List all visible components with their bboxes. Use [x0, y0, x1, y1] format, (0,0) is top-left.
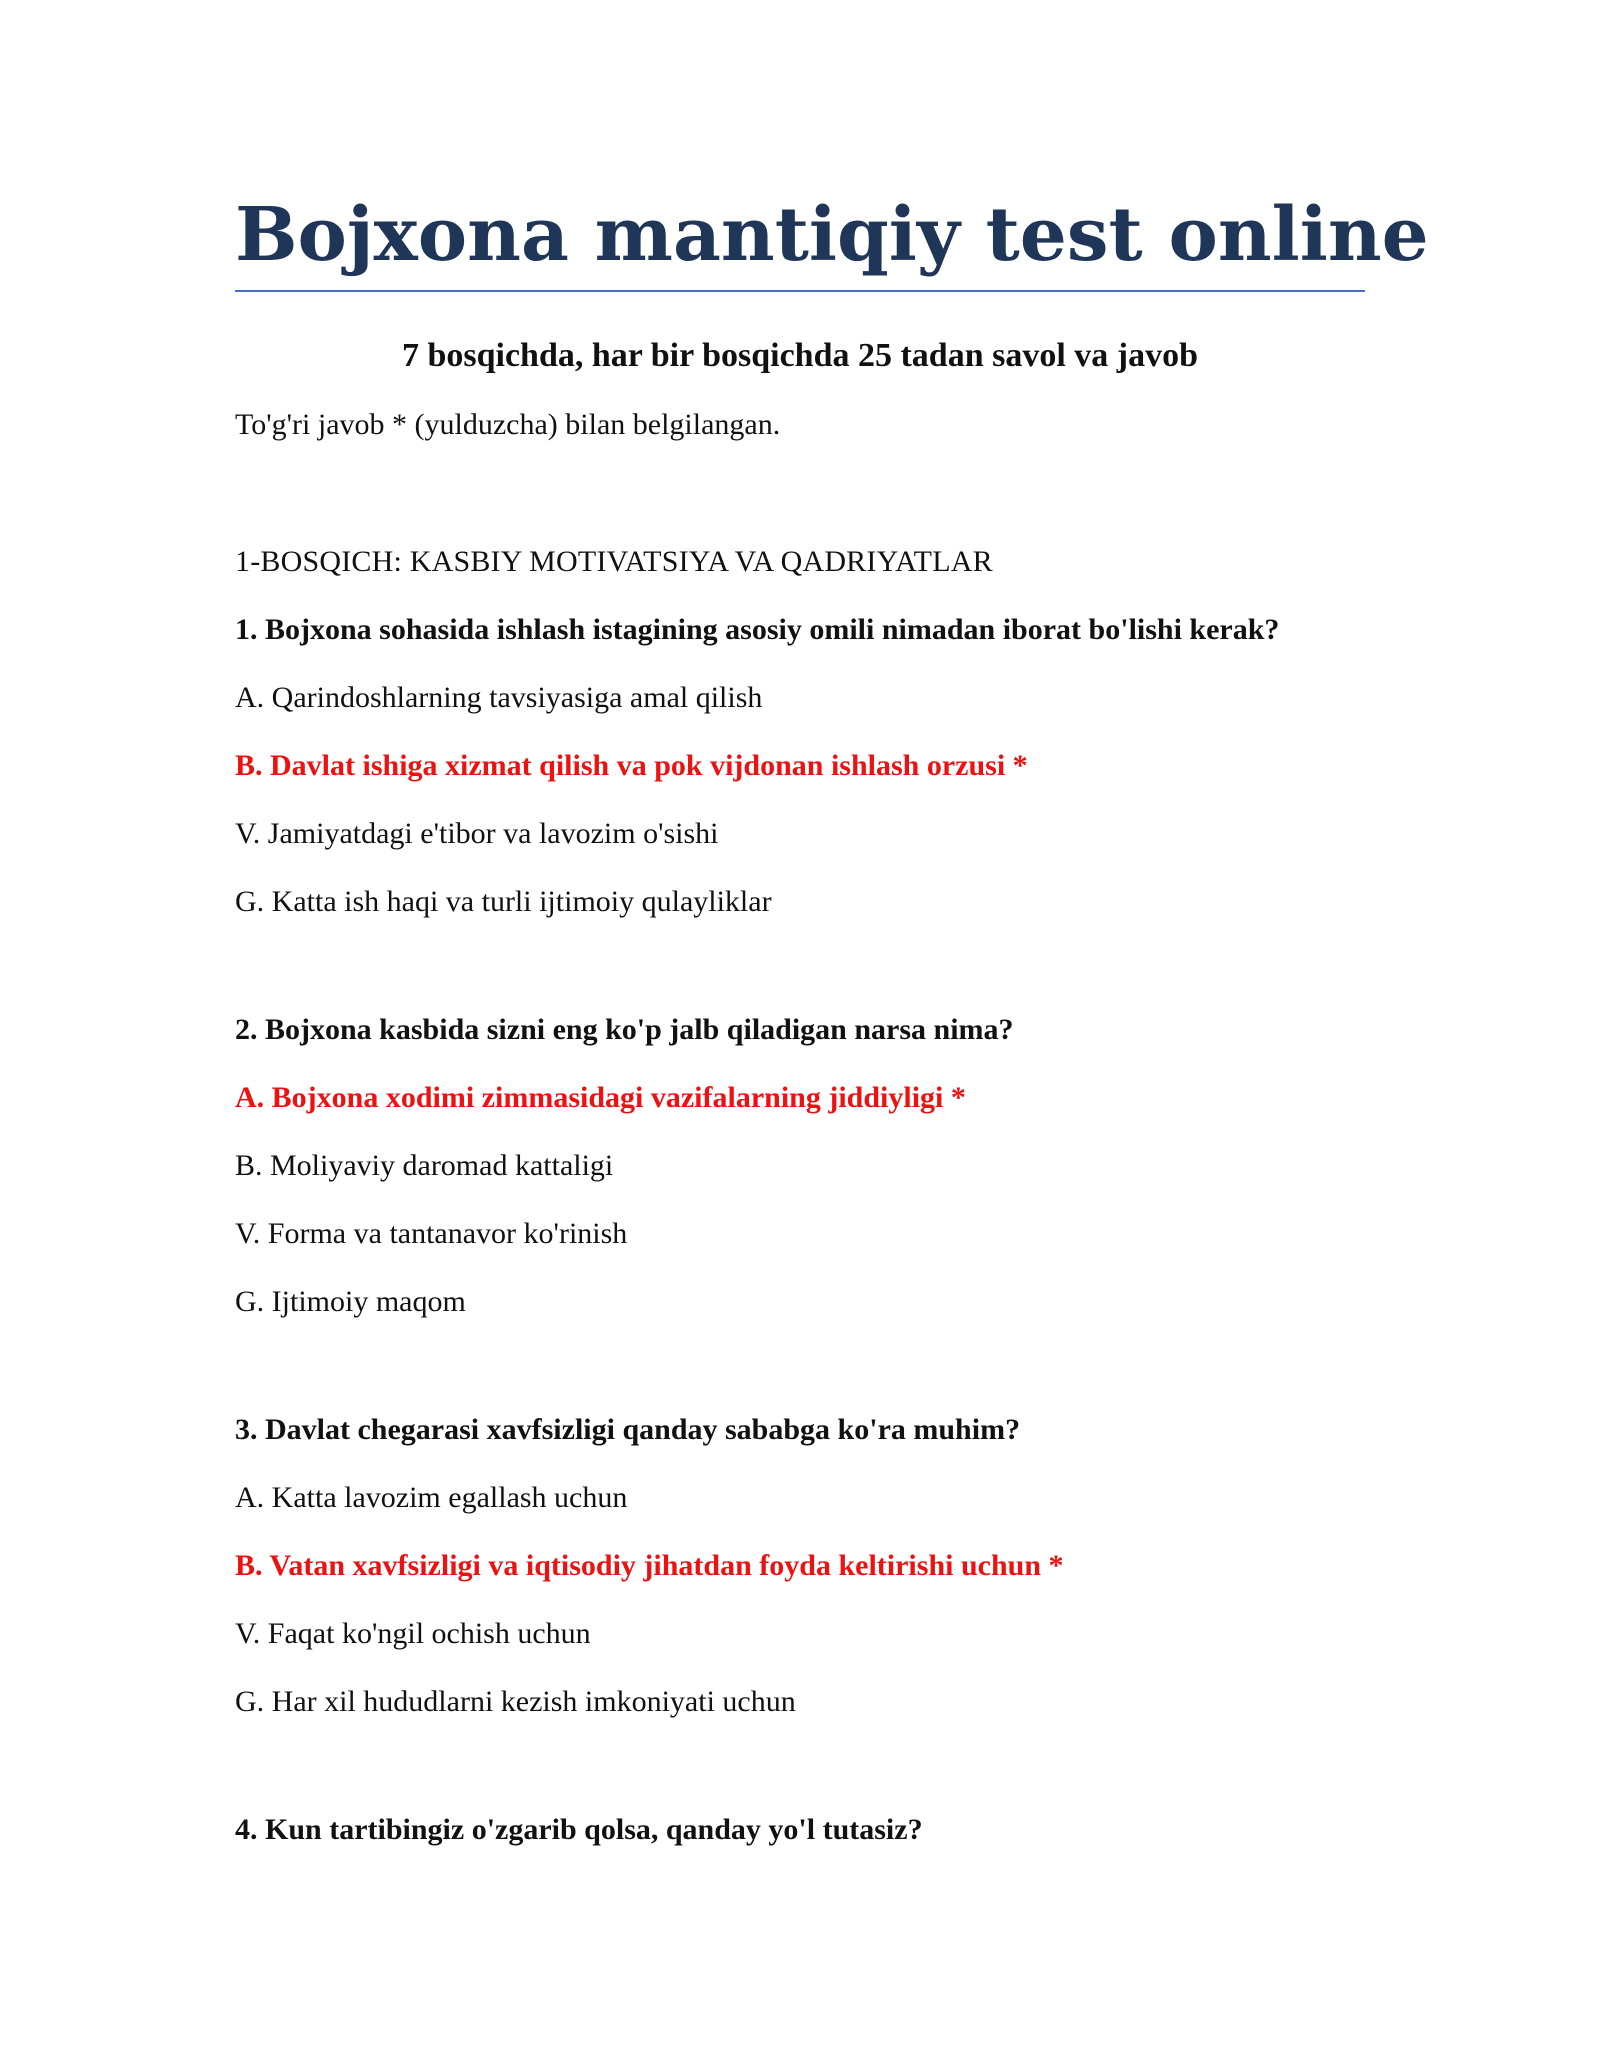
title-underline: [235, 290, 1365, 292]
question-block: [235, 608, 1365, 948]
answer-option: G. Katta ish haqi va turli ijtimoiy qulayliklar: [235, 885, 772, 918]
answer-option: V. Faqat ko'ngil ochish uchun: [235, 1617, 591, 1650]
answer-option: G. Ijtimoiy maqom: [235, 1285, 466, 1318]
section-title: 1-BOSQICH: KASBIY MOTIVATSIYA VA QADRIYATLAR: [235, 545, 993, 578]
question-text: 4. Kun tartibingiz o'zgarib qolsa, qanday yo'l tutasiz?: [235, 1813, 923, 1846]
answer-option-correct: B. Davlat ishiga xizmat qilish va pok vijdonan ishlash orzusi *: [235, 749, 1028, 782]
answer-option: G. Har xil hududlarni kezish imkoniyati uchun: [235, 1685, 796, 1718]
answer-key-note: To'g'ri javob * (yulduzcha) bilan belgilangan.: [235, 408, 781, 441]
question-text: 1. Bojxona sohasida ishlash istagining asosiy omili nimadan iborat bo'lishi kerak?: [235, 613, 1280, 646]
question-block: [235, 1008, 1365, 1348]
page-title: Bojxona mantiqiy test online: [235, 192, 1429, 278]
question-text: 2. Bojxona kasbida sizni eng ko'p jalb qiladigan narsa nima?: [235, 1013, 1014, 1046]
answer-option-correct: B. Vatan xavfsizligi va iqtisodiy jihatdan foyda keltirishi uchun *: [235, 1549, 1064, 1582]
question-block: [235, 1808, 1365, 1876]
answer-option: V. Jamiyatdagi e'tibor va lavozim o'sishi: [235, 817, 719, 850]
answer-option: B. Moliyaviy daromad kattaligi: [235, 1149, 614, 1182]
answer-option: V. Forma va tantanavor ko'rinish: [235, 1217, 628, 1250]
question-text: 3. Davlat chegarasi xavfsizligi qanday sababga ko'ra muhim?: [235, 1413, 1021, 1446]
page-subtitle: 7 bosqichda, har bir bosqichda 25 tadan savol va javob: [401, 337, 1199, 374]
answer-option: A. Katta lavozim egallash uchun: [235, 1481, 628, 1514]
answer-option-correct: A. Bojxona xodimi zimmasidagi vazifalarning jiddiyligi *: [235, 1081, 966, 1114]
answer-option: A. Qarindoshlarning tavsiyasiga amal qilish: [235, 681, 763, 714]
question-block: [235, 1408, 1365, 1748]
